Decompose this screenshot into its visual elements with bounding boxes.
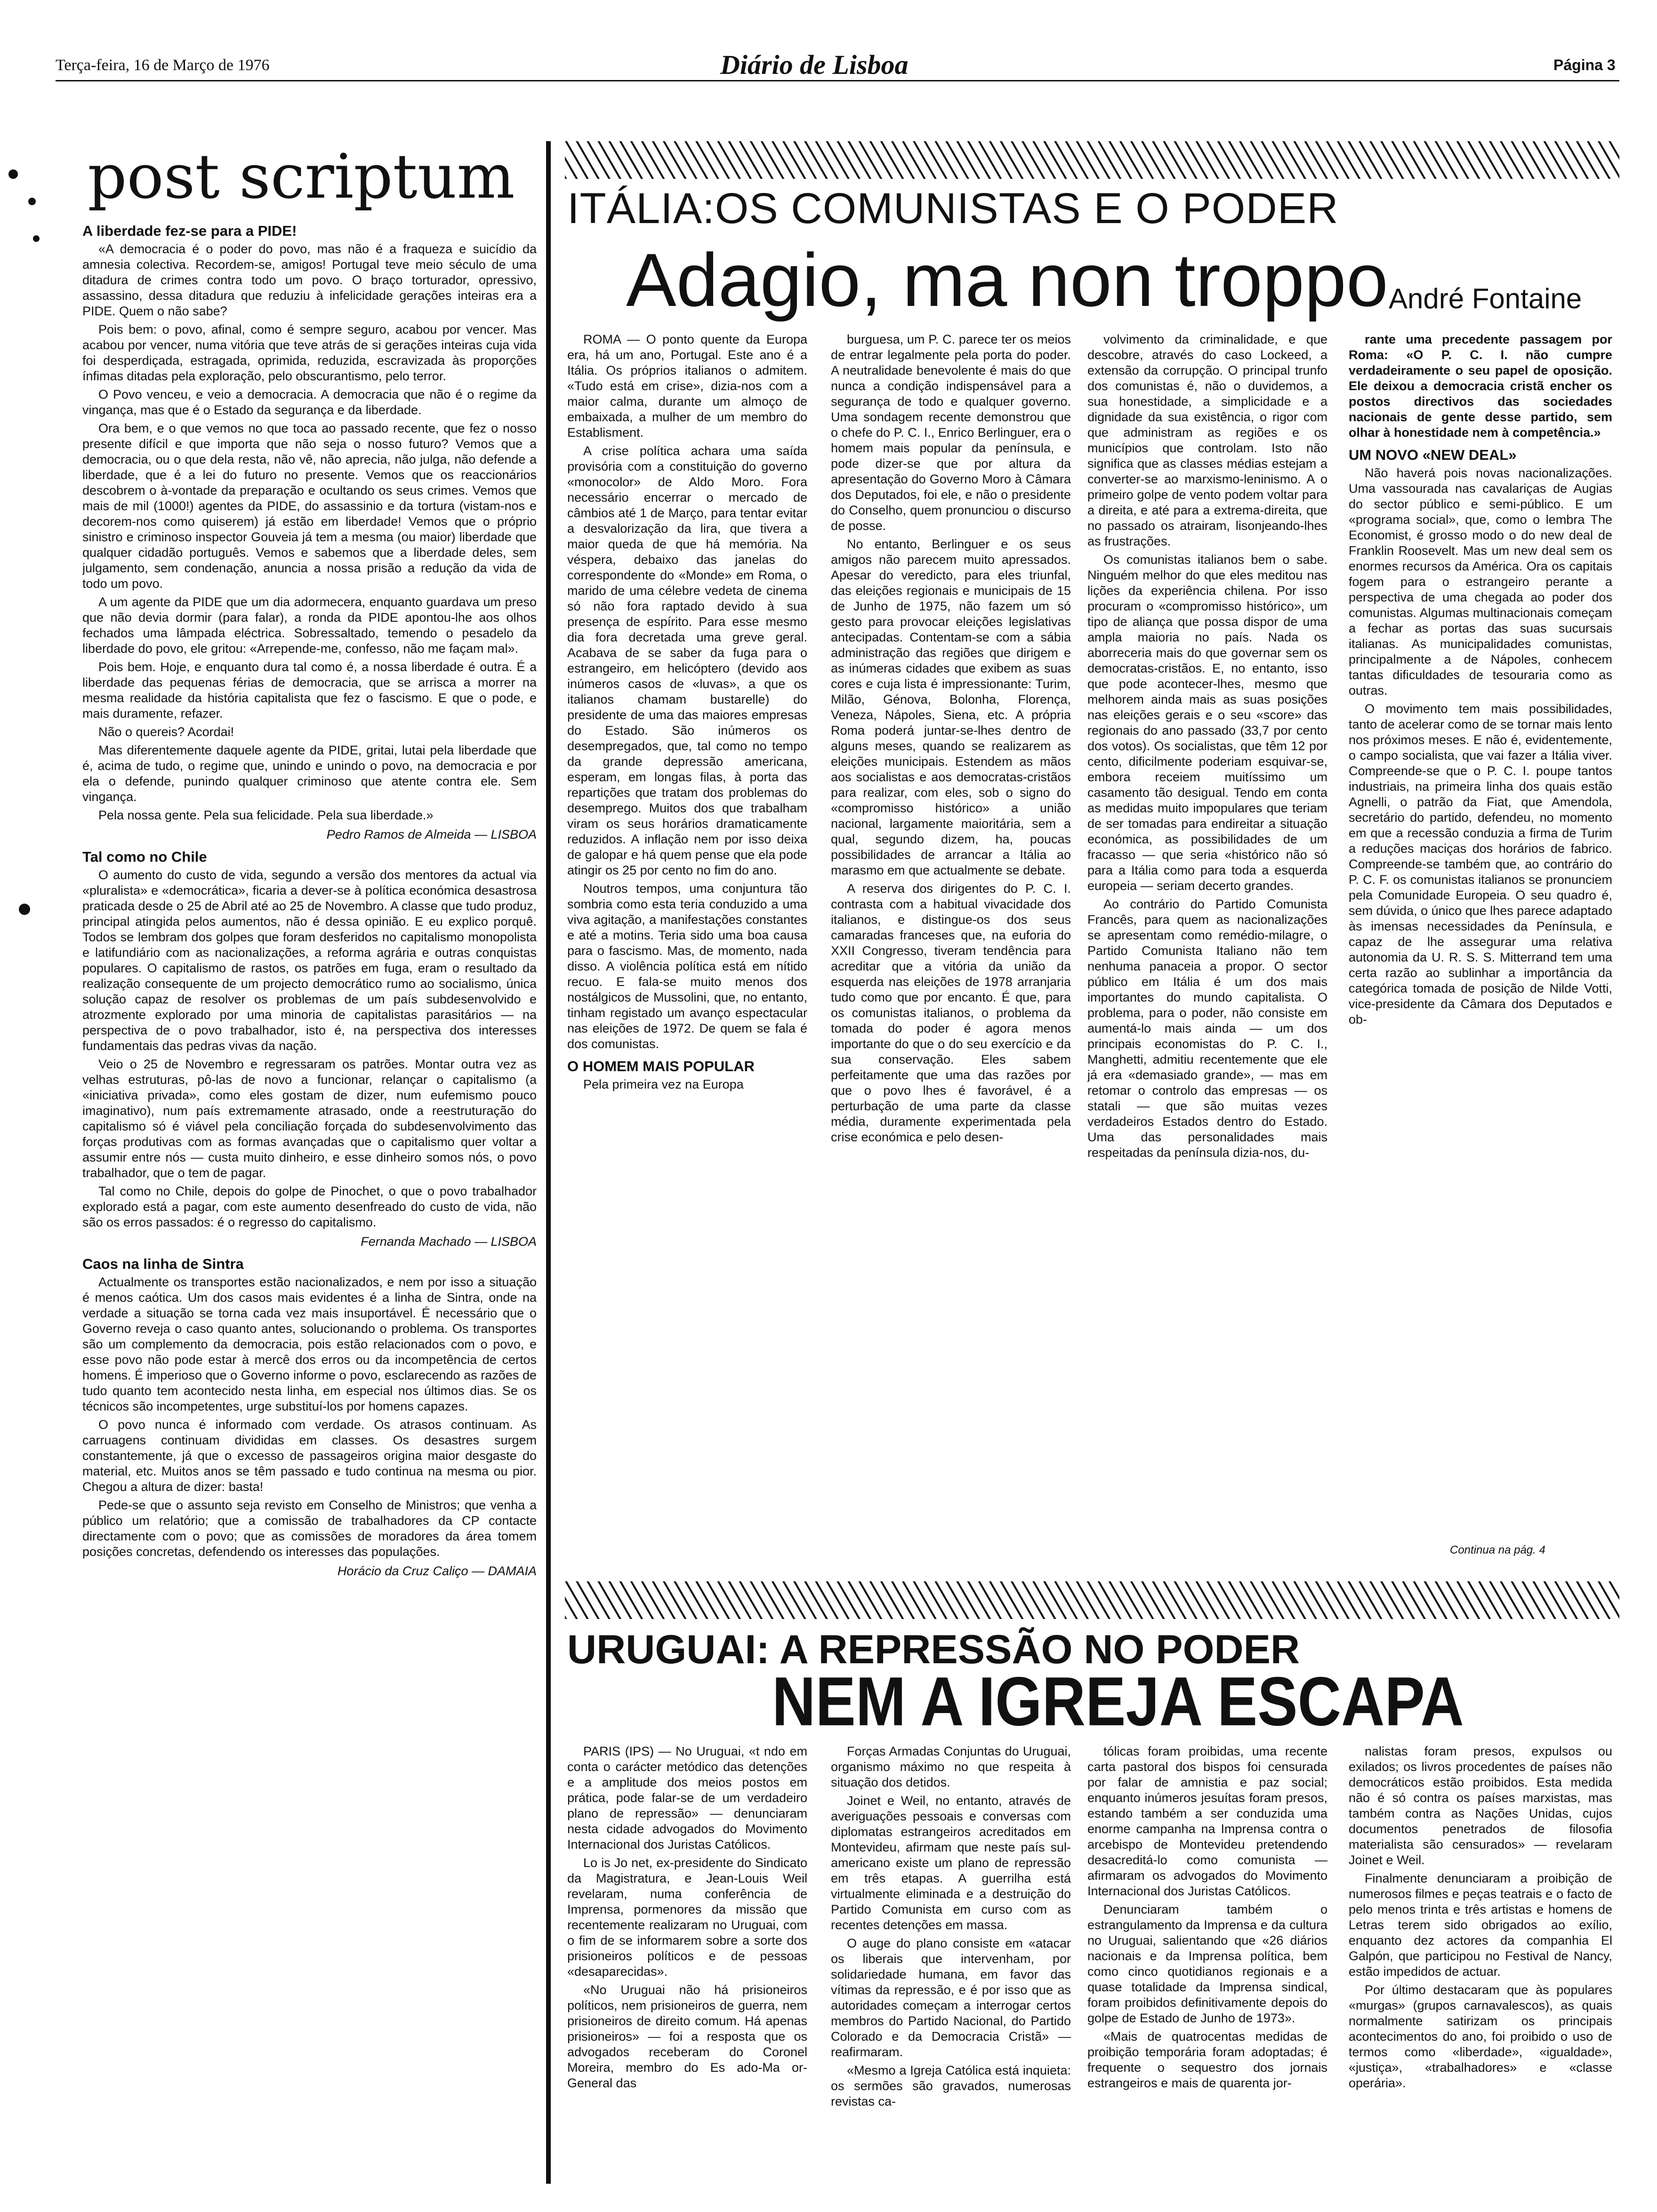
ps-byline: Pedro Ramos de Almeida — LISBOA: [326, 827, 537, 842]
masthead-date: Terça-feira, 16 de Março de 1976: [56, 56, 270, 74]
ps-paragraph: Veio o 25 de Novembro e regressaram os patrões. Montar outra vez as velhas estruturas, pô-las de novo a funcionar, relançar o capitalismo (a «iniciativa privada», como eles gostam de dizer, num eufemismo pouco imaginativo), num país extremamente atrasado, onde a reestruturação do capitalismo só é viável pela conciliação forçada do subdesenvolvimento das forças produtivas com as formas avançadas que o capitalismo quer voltar a assumir entre nós — custa muito dinheiro, e esse dinheiro somos nós, o povo trabalhador, que o tem de pagar.: [82, 1057, 537, 1180]
uruguai-paragraph: Denunciaram também o estrangulamento da Imprensa e da cultura no Uruguai, salientando que «26 diários nacionais e da Imprensa política, bem como cinco quotidianos regionais e a quase totalidade da Imprensa sindical, foram proibidos definitivamente depois do golpe de Estado de Junho de 1973».: [1087, 1902, 1327, 2025]
ps-section-2-head: Tal como no Chile: [82, 849, 207, 865]
uruguai-paragraph: nalistas foram presos, expulsos ou exilados; os livros procedentes de países não democráticos estão proibidos. Esta medida não é só contra os países marxistas, mas também contra as Nações Unidas, cujos documentos penetrados de filosofia materialista são censurados» — revelaram Joinet e Weil.: [1349, 1744, 1612, 1867]
ps-section-1-head: A liberdade fez-se para a PIDE!: [82, 223, 297, 239]
ps-byline: Fernanda Machado — LISBOA: [361, 1234, 537, 1249]
italia-col-3: [1087, 332, 1327, 1546]
italia-paragraph: A reserva dos dirigentes do P. C. I. contrasta com a habitual vivacidade dos italianos, e distingue-os dos seus camaradas franceses que, na euforia do XXII Congresso, tiveram tendência para acreditar que a vitória da união da esquerda nas eleições de 1978 arranjaria tudo como que por encanto. É que, para os comunistas italianos, o problema da tomada do poder é agora menos importante do que o do seu exercício e da sua conservação. Eles sabem perfeitamente que uma das razões por que o povo lhes é favorável, é a perturbação de uma parte da classe média, duramente experimentada pela crise económica e pelo desen-: [831, 882, 1071, 1144]
uruguai-kicker: URUGUAI: A REPRESSÃO NO PODER: [567, 1627, 1300, 1672]
hatch-band: [565, 1581, 1619, 1619]
continued-note: Continua na pág. 4: [1450, 1544, 1545, 1556]
uruguai-col-3: [1087, 1744, 1327, 2196]
ps-paragraph: Mas diferentemente daquele agente da PIDE, gritai, lutai pela liberdade que é, acima de tudo, o regime que, unindo e unindo o povo, na democracia e por ela o defende, punindo qualquer criminoso que atente contra ele. Sem vingança.: [82, 743, 537, 804]
uruguai-paragraph: «Mais de quatrocentas medidas de proibição temporária foram adoptadas; é frequente o sequestro dos jornais estrangeiros e mais de quarenta jor-: [1087, 2029, 1327, 2090]
ps-paragraph: O aumento do custo de vida, segundo a versão dos mentores da actual via «pluralista» e «democrática», ficaria a dever-se à política económica desastrosa praticada desde o 25 de Abril até ao 25 de Novembro. A classe que tudo produz, principal atingida pelos aumentos, não é dessa opinião. E eu explico porquê. Todos se lembram dos golpes que foram desferidos no capitalismo monopolista e latifundiário com as nacionalizações, a reforma agrária e outras conquistas populares. O capitalismo de rastos, os patrões em fuga, eram o resultado da realização consequente de um projecto democrático rumo ao socialismo, única solução capaz de resolver os problemas de um país subdesenvolvido e atrozmente explorado por uma minoria de capitalistas parasitários — na perspectiva de o povo trabalhador, isto é, na perspectiva dos interesses fundamentais das pedras vivas da nação.: [82, 868, 537, 1053]
hatch-band: [565, 141, 1619, 179]
uruguai-col-4: [1349, 1744, 1612, 2196]
italia-paragraph: A crise política achara uma saída provisória com a constituição do governo «monocolor» de Aldo Moro. Fora necessário encerrar o mercado de câmbios até 1 de Março, para tentar evitar a desvalorização da lira, que tivera a maior queda de que há memória. Na véspera, debaixo das janelas do correspondente do «Monde» em Roma, o marido de uma célebre vedeta de cinema só não fora raptado devido à sua presença de espírito. Para esse mesmo dia fora decretada uma greve geral. Acabava de se saber da fuga para o estrangeiro, em helicóptero (devido aos inúmeros casos de «luvas», a que os italianos chamam bustarelle) do presidente de uma das maiores empresas do Estado. São inúmeros os desempregados, que, tal como no tempo da grande depressão americana, esperam, em longas filas, à porta das repartições que tratam dos problemas do desemprego. Muitos dos que trabalham viram os seus horários dramaticamente reduzidos. A inflação nem por isso deixa de galopar e há quem pense que ela pode atingir os 25 por cento no fim do ano.: [567, 444, 807, 877]
italia-col-1: [567, 332, 807, 1546]
italia-paragraph: burguesa, um P. C. parece ter os meios de entrar legalmente pela porta do poder. A neutralidade benevolente é mais do que nunca a condição indispensável para a segurança de todo e qualquer governo. Uma sondagem recente demonstrou que o chefe do P. C. I., Enrico Berlinguer, era o homem mais popular da península, e pode dizer-se que por altura da apresentação do Governo Moro à Câmara dos Deputados, foi ele, e não o presidente do Conselho, quem pronunciou o discurso de posse.: [831, 332, 1071, 533]
uruguai-paragraph: PARIS (IPS) — No Uruguai, «t ndo em conta o carácter metódico das detenções e a amplitude dos meios postos em prática, pode falar-se de um verdadeiro plano de repressão» — denunciaram nesta cidade advogados do Movimento Internacional dos Juristas Católicos.: [567, 1744, 807, 1851]
ps-paragraph: Pois bem: o povo, afinal, como é sempre seguro, acabou por vencer. Mas acabou por vencer, numa vitória que teve atrás de si gerações inteiras cuja vida foi desperdiçada, estragada, oprimida, reduzida, escravizada às proporções ínfimas ditadas pela exploração, pelo obscurantismo, pelo terror.: [82, 322, 537, 383]
ps-paragraph: Ora bem, e o que vemos no que toca ao passado recente, que fez o nosso presente difícil e que importa que não seja o nosso futuro? Vemos que a democracia, ou o que dela resta, não vê, não aprecia, não julga, não defende a liberdade, que é a lei do futuro no presente. Vemos que os reaccionários descobrem o à-vontade da preparação e ocultando os seus crimes. Vemos que mais de mil (1000!) agentes da PIDE, do assassinio e da tortura (vistam-nos e decorem-nos como quiserem) já estão em liberdade! Vemos que o próprio sinistro e criminoso inspector Gouveia já tem a mesma (ou maior) liberdade que qualquer cidadão português. Vemos e sabemos que a liberdade deles, sem julgamento, sem condenação, anuncia a nossa prisão a redução da vida de todo um povo.: [82, 421, 537, 591]
ps-paragraph: Pede-se que o assunto seja revisto em Conselho de Ministros; que venha a público um relatório; que a comissão de trabalhadores da CP contacte directamente com o povo; que as comissões de moradores da área tomem posições concretas, defendendo os interesses das populações.: [82, 1498, 537, 1559]
italia-paragraph: rante uma precedente passagem por Roma: «O P. C. I. não cumpre verdadeiramente o seu papel de oposição. Ele deixou a democracia cristã encher os postos directivos das sociedades nacionais de gente desse partido, sem olhar à honestidade nem à competência.»: [1349, 332, 1612, 440]
italia-paragraph: No entanto, Berlinguer e os seus amigos não parecem muito apressados. Apesar do veredicto, para eles triunfal, das eleições regionais e municipais de 15 de Junho de 1975, não fazem um só gesto para provocar eleições legislativas antecipadas. Contentam-se com a sábia administração das regiões que dirigem e as inúmeras cidades que exibem as suas cores e cuja lista é impressionante: Turim, Milão, Génova, Bolonha, Florença, Veneza, Nápoles, Siena, etc. A própria Roma poderá juntar-se-lhes dentro de alguns meses, quando se realizarem as eleições municipais. Estendem as mãos aos socialistas e aos democratas-cristãos para realizar, com eles, sob o signo do «compromisso histórico» a união nacional, largamente maioritária, sem a qual, segundo dizem, ha, poucas possibilidades de arrancar a Itália ao marasmo em que actualmente se debate.: [831, 537, 1071, 877]
uruguai-paragraph: Forças Armadas Conjuntas do Uruguai, organismo máximo no que respeita à situação dos detidos.: [831, 1744, 1071, 1789]
ps-byline: Horácio da Cruz Caliço — DAMAIA: [337, 1564, 537, 1578]
ps-paragraph: Tal como no Chile, depois do golpe de Pinochet, o que o povo trabalhador explorado está a pagar, com este aumento desenfreado do custo de vida, não são os erros passados: é o regresso do capitalismo.: [82, 1184, 537, 1229]
uruguai-col-2: [831, 1744, 1071, 2196]
uruguai-paragraph: O auge do plano consiste em «atacar os liberais que intervenham, por solidariedade humana, em favor das vítimas da repressão, e é por isso que as autoridades começam a interrogar certos membros do Partido Nacional, do Partido Colorado e da Democracia Cristã» — reafirmaram.: [831, 1936, 1071, 2059]
ps-column: [82, 216, 537, 2193]
italia-paragraph: Noutros tempos, uma conjuntura tão sombria como esta teria conduzido a uma viva agitação, a manifestações constantes e até a motins. Teria sido uma boa causa para o fascismo. Mas, de momento, nada disso. A violência política está em nítido recuo. E fala-se muito menos dos nostálgicos de Mussolini, que, no entanto, tinham registado um avanço espectacular nas eleições de 1972. De quem se fala é dos comunistas.: [567, 882, 807, 1051]
italia-paragraph: O movimento tem mais possibilidades, tanto de acelerar como de se tornar mais lento nos próximos meses. E não é, evidentemente, o campo socialista, que vai fazer a Itália viver. Compreende-se que o P. C. I. poupe tantos industriais, na primeira linha dos quais estão Agnelli, o patrão da Fiat, que Amendola, secretário do partido, defendeu, no momento em que a recessão conduzia a firma de Turim a reduções maciças dos horários de fabrico. Compreende-se também que, ao contrário do P. C. F. os comunistas italianos se pronunciem pela Comunidade Europeia. O seu quadro é, sem dúvida, o único que lhes parece adaptado às imensas necessidades da Península, e capaz de lhe assegurar uma relativa autonomia da U. R. S. S. Mitterrand tem uma certa razão ao sublinhar a importância da categórica tomada de posição de Nilde Votti, vice-presidente da Câmara dos Deputados e ob-: [1349, 702, 1612, 1026]
ps-paragraph: Pela nossa gente. Pela sua felicidade. Pela sua liberdade.»: [98, 808, 434, 822]
margin-dot: [19, 904, 30, 915]
column-divider: [546, 141, 551, 2184]
uruguai-paragraph: Por último destacaram que às populares «murgas» (grupos carnavalescos), as quais normalmente satirizam os principais acontecimentos do ano, foi proibido o uso de termos como «liberdade», «igualdade», «justiça», «trabalhadores» e «classe operária».: [1349, 1983, 1612, 2090]
masthead-paper: Diário de Lisboa: [720, 49, 909, 80]
italia-paragraph: Ao contrário do Partido Comunista Francês, para quem as nacionalizações se apresentam como remédio-milagre, o Partido Comunista Italiano não tem nenhuma panaceia a propor. O sector público em Itália é um dos mais importantes do mundo capitalista. O problema, para o poder, não consiste em aumentá-lo mais ainda — um dos principais economistas do P. C. I., Manghetti, admitiu recentemente que ele já era «demasiado grande», — mas em retomar o controlo das empresas — os statali — que são muitas vezes verdadeiros Estados dentro do Estado. Uma das personalidades mais respeitadas da península dizia-nos, du-: [1087, 897, 1327, 1160]
ps-paragraph: «A democracia é o poder do povo, mas não é a fraqueza e suicídio da amnesia colectiva. Recordem-se, amigos! Portugal teve meio século de uma ditadura de crimes contra todo um povo. O braço torturador, opressivo, assassino, dessa ditadura que reduziu à infelicidade gerações inteiras era a PIDE. Quem o não sabe?: [82, 242, 537, 318]
margin-dot: [28, 198, 36, 205]
uruguai-paragraph: «No Uruguai não há prisioneiros políticos, nem prisioneiros de guerra, nem prisioneiros de direito comum. Há apenas prisioneiros» — foi a resposta que os advogados receberam do Coronel Moreira, membro do Es ado-Ma or-General das: [567, 1983, 807, 2090]
italia-subhead: UM NOVO «NEW DEAL»: [1349, 447, 1517, 463]
ps-paragraph: O Povo venceu, e veio a democracia. A democracia que não é o regime da vingança, mas que é o Estado da segurança e da liberdade.: [82, 387, 537, 417]
margin-dot: [8, 169, 18, 179]
uruguai-paragraph: Finalmente denunciaram a proibição de numerosos filmes e peças teatrais e o facto de pelo menos trinta e três artistas e homens de Letras terem sido obrigados ao exílio, enquanto dez actores da companhia El Galpón, que participou no Festival de Nancy, estão impedidos de actuar.: [1349, 1871, 1612, 1979]
italia-subhead: O HOMEM MAIS POPULAR: [567, 1058, 755, 1074]
uruguai-paragraph: Joinet e Weil, no entanto, através de averiguações pessoais e conversas com diplomatas estrangeiros acreditados em Montevideu, afirmam que neste país sul-americano existe um plano de repressão em três etapas. A guerrilha está virtualmente eliminada e a destruição do Partido Comunista em curso com as recentes detenções em massa.: [831, 1794, 1071, 1932]
uruguai-col-1: [567, 1744, 807, 2196]
margin-dot: [33, 235, 40, 242]
italia-author: André Fontaine: [1389, 283, 1582, 314]
italia-col-2: [831, 332, 1071, 1546]
uruguai-paragraph: tólicas foram proibidas, uma recente carta pastoral dos bispos foi censurada por falar de amnistia e paz social; enquanto inúmeros jesuítas foram presos, estando também a ser conduzida uma enorme campanha na Imprensa contra o arcebispo de Montevideu pretendendo desacreditá-lo como comunista — afirmaram os advogados do Movimento Internacional dos Juristas Católicos.: [1087, 1744, 1327, 1898]
ps-paragraph: A um agente da PIDE que um dia adormecera, enquanto guardava um preso que não devia dormir (para falar), a ronda da PIDE apontou-lhe aos olhos fechados uma lâmpada eléctrica. Sobressaltado, temendo o pesadelo da liberdade do povo, ele gritou: «Arrepende-me, confesso, não me façam mal».: [82, 595, 537, 656]
italia-paragraph: Os comunistas italianos bem o sabe. Ninguém melhor do que eles meditou nas lições da experiência chilena. Por isso procuram o «compromisso histórico», um tipo de aliança que possa dispor de uma ampla maioria no país. Nada os aborreceria mais do que governar sem os democratas-cristãos. E, no entanto, isso que pode acontecer-lhes, mesmo que melhorem ainda mais as suas posições nas eleições gerais e o seu «score» das regionais do ano passado (33,7 por cento dos votos). Os socialistas, que têm 12 por cento, dificilmente poderiam esquivar-se, embora receiem muitíssimo um casamento tão desigual. Tendo em conta as medidas muito impopulares que teriam de ser tomadas para endireitar a situação económica, as possibilidades de um fracasso — que seria «histórico não só para a Itália como para toda a esquerda europeia — seriam decerto grandes.: [1087, 553, 1327, 893]
italia-paragraph: volvimento da criminalidade, e que descobre, através do caso Lockeed, a extensão da corrupção. O principal trunfo dos comunistas é, não o duvidemos, a sua honestidade, a simplicidade e a dignidade da sua existência, o rigor com que administram as regiões e os municípios que controlam. Isto não significa que as classes médias estejam a converter-se ao marxismo-leninismo. A o primeiro golpe de vento podem voltar para a direita, e até para a extrema-direita, que no passado os atrairam, lisonjeando-lhes as frustrações.: [1087, 332, 1327, 548]
italia-col-4: [1349, 332, 1612, 1537]
uruguai-headline: NEM A IGREJA ESCAPA: [772, 1663, 1464, 1740]
italia-headline: Adagio, ma non troppo: [626, 238, 1388, 322]
ps-paragraph: O povo nunca é informado com verdade. Os atrasos continuam. As carruagens continuam divididas em classes. Os desastres surgem constantemente, já que o excesso de passageiros origina maior desgaste do material, etc. Muitos anos se têm passado e tudo continua na mesma ou pior. Chegou a altura de dizer: basta!: [82, 1418, 537, 1494]
italia-paragraph: ROMA — O ponto quente da Europa era, há um ano, Portugal. Este ano é a Itália. Os próprios italianos o admitem. «Tudo está em crise», dizia-nos com a maior calma, durante um almoço de embaixada, a mulher de um membro do Establisment.: [567, 332, 807, 440]
ps-section-3-head: Caos na linha de Sintra: [82, 1256, 244, 1272]
italia-kicker: ITÁLIA:OS COMUNISTAS E O PODER: [567, 184, 1339, 232]
masthead-rule: [56, 80, 1619, 81]
uruguai-paragraph: Lo is Jo net, ex-presidente do Sindicato da Magistratura, e Jean-Louis Weil revelaram, numa conferência de Imprensa, pormenores da missão que recentemente realizaram no Uruguai, com o fim de se informarem sobre a sorte dos prisioneiros políticos e de pessoas «desaparecidas».: [567, 1856, 807, 1979]
masthead-page: Página 3: [1553, 56, 1616, 73]
ps-paragraph: Não o quereis? Acordai!: [98, 725, 234, 739]
italia-paragraph: Não haverá pois novas nacionalizações. Uma vassourada nas cavalariças de Augias do sector público e semi-público. E um «programa social», que, como o lembra The Economist, é grosso modo o do new deal de Franklin Roosevelt. Mas um new deal sem os enormes recursos da América. Ora os capitais fogem para o estrangeiro perante a perspectiva de uma chegada ao poder dos comunistas. Algumas multinacionais começam a fechar as portas das suas sucursais italianas. As municipalidades comunistas, principalmente a de Nápoles, conhecem tantas dificuldades de tesouraria como as outras.: [1349, 466, 1612, 697]
ps-paragraph: Actualmente os transportes estão nacionalizados, e nem por isso a situação é menos caótica. Um dos casos mais evidentes é a linha de Sintra, onde na verdade a situação se torna cada vez mais insuportável. É necessário que o Governo reveja o caso quanto antes, solucionando o problema. Os transportes são um complemento da democracia, pois estão relacionados com o povo, e esse povo não pode estar à mercê dos erros ou da incompetência de certos homens. É imperioso que o Governo informe o povo, esclarecendo as razões de tudo quanto tem acontecido nesta linha, em especial nos últimos dias. Se os técnicos são incompetentes, urge substituí-los por homens capazes.: [82, 1275, 537, 1413]
italia-paragraph: Pela primeira vez na Europa: [583, 1077, 744, 1091]
uruguai-paragraph: «Mesmo a Igreja Católica está inquieta: os sermões são gravados, numerosas revistas ca-: [831, 2063, 1071, 2108]
ps-title: post scriptum: [88, 141, 515, 212]
ps-paragraph: Pois bem. Hoje, e enquanto dura tal como é, a nossa liberdade é outra. É a liberdade das pequenas férias de democracia, que se arrisca a morrer na mesma realidade da história capitalista que fez o fascismo. E que o pode, e mais duramente, refazer.: [82, 660, 537, 721]
